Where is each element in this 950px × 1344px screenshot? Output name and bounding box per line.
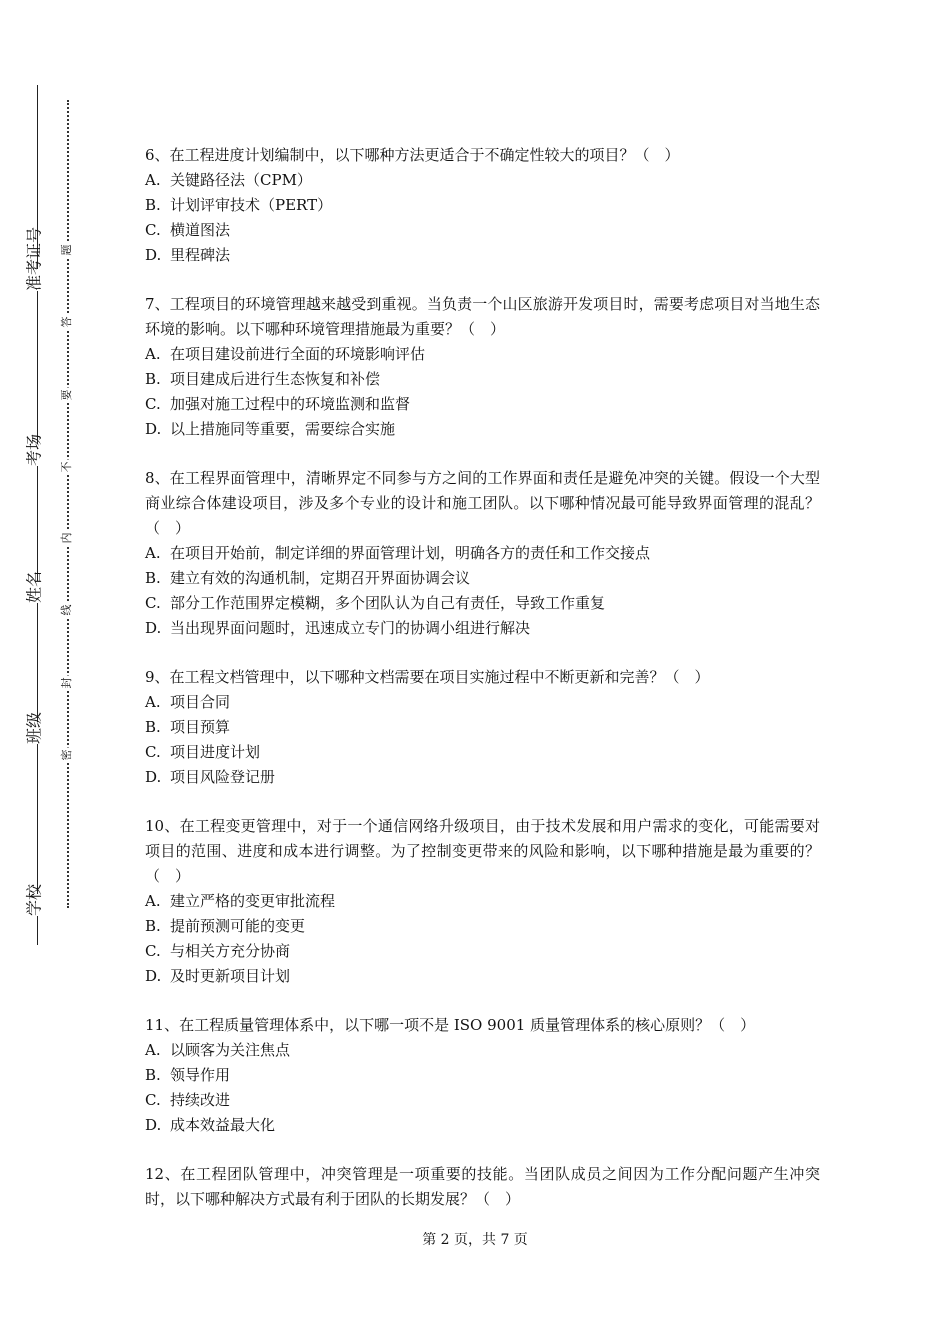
question-8 [145, 466, 820, 641]
exam-id-label: 准考证号 [20, 269, 47, 291]
seal-char: 题 [60, 244, 73, 256]
option-b: B. 领导作用 [145, 1066, 231, 1084]
option-b: B. 计划评审技术（PERT） [145, 196, 333, 214]
question-12 [145, 1162, 820, 1212]
option-a: A. 在项目建设前进行全面的环境影响评估 [145, 345, 426, 363]
option-b: B. 项目建成后进行生态恢复和补偿 [145, 370, 381, 388]
option-c: C. 项目进度计划 [145, 743, 261, 761]
option-a: A. 以顾客为关注焦点 [145, 1041, 291, 1059]
option-d: D. 及时更新项目计划 [145, 967, 291, 985]
option-a: A. 关键路径法（CPM） [145, 171, 312, 189]
option-d: D. 以上措施同等重要，需要综合实施 [145, 420, 396, 438]
seal-dotted-line [67, 100, 69, 908]
option-c: C. 横道图法 [145, 221, 231, 239]
page-number: 第 2 页，共 7 页 [422, 1232, 528, 1248]
seal-char: 封 [60, 677, 73, 689]
question-7 [145, 292, 820, 442]
question-stem: 12、在工程团队管理中，冲突管理是一项重要的技能。当团队成员之间因为工作分配问题产生冲突时，以下哪种解决方式最有利于团队的长期发展？（ ） [145, 1165, 820, 1208]
question-9 [145, 665, 820, 790]
option-d: D. 里程碑法 [145, 246, 231, 264]
option-a: A. 建立严格的变更审批流程 [145, 892, 336, 910]
question-stem: 8、在工程界面管理中，清晰界定不同参与方之间的工作界面和责任是避免冲突的关键。假设一个大型商业综合体建设项目，涉及多个专业的设计和施工团队。以下哪种情况最可能导致界面管理的混乱？（ ） [145, 469, 820, 537]
question-stem: 7、工程项目的环境管理越来越受到重视。当负责一个山区旅游开发项目时，需要考虑项目对当地生态环境的影响。以下哪种环境管理措施最为重要？（ ） [145, 295, 820, 338]
option-b: B. 项目预算 [145, 718, 231, 736]
question-11 [145, 1013, 820, 1138]
option-c: C. 部分工作范围界定模糊，多个团队认为自己有责任，导致工作重复 [145, 594, 606, 612]
seal-char: 线 [60, 604, 73, 616]
binding-margin [0, 0, 120, 1344]
option-c: C. 与相关方充分协商 [145, 942, 291, 960]
option-c: C. 加强对施工过程中的环境监测和监督 [145, 395, 411, 413]
option-d: D. 成本效益最大化 [145, 1116, 276, 1134]
question-stem: 9、在工程文档管理中，以下哪种文档需要在项目实施过程中不断更新和完善？（ ） [145, 668, 710, 686]
seal-char: 不 [60, 461, 73, 473]
question-stem: 6、在工程进度计划编制中，以下哪种方法更适合于不确定性较大的项目？（ ） [145, 146, 680, 164]
seal-char: 要 [60, 389, 73, 401]
margin-solid-line [37, 85, 38, 945]
seal-char: 密 [60, 749, 73, 761]
option-c: C. 持续改进 [145, 1091, 231, 1109]
option-b: B. 建立有效的沟通机制，定期召开界面协调会议 [145, 569, 471, 587]
question-stem: 10、在工程变更管理中，对于一个通信网络升级项目，由于技术发展和用户需求的变化，可能需要对项目的范围、进度和成本进行调整。为了控制变更带来的风险和影响，以下哪种措施是最为重要的？（ ） [145, 817, 820, 885]
question-10 [145, 814, 820, 989]
option-d: D. 项目风险登记册 [145, 768, 276, 786]
option-a: A. 项目合同 [145, 693, 231, 711]
name-label: 姓名 [20, 581, 47, 603]
seal-char: 答 [60, 316, 73, 328]
school-label: 学校 [20, 894, 47, 916]
exam-room-label: 考场 [20, 444, 47, 466]
question-6 [145, 143, 820, 268]
option-a: A. 在项目开始前，制定详细的界面管理计划，明确各方的责任和工作交接点 [145, 544, 651, 562]
seal-char: 内 [60, 532, 73, 544]
question-stem: 11、在工程质量管理体系中，以下哪一项不是 ISO 9001 质量管理体系的核心原则？（ ） [145, 1016, 756, 1034]
option-d: D. 当出现界面问题时，迅速成立专门的协调小组进行解决 [145, 619, 531, 637]
question-list [145, 143, 820, 1236]
class-label: 班级 [20, 722, 47, 744]
option-b: B. 提前预测可能的变更 [145, 917, 306, 935]
